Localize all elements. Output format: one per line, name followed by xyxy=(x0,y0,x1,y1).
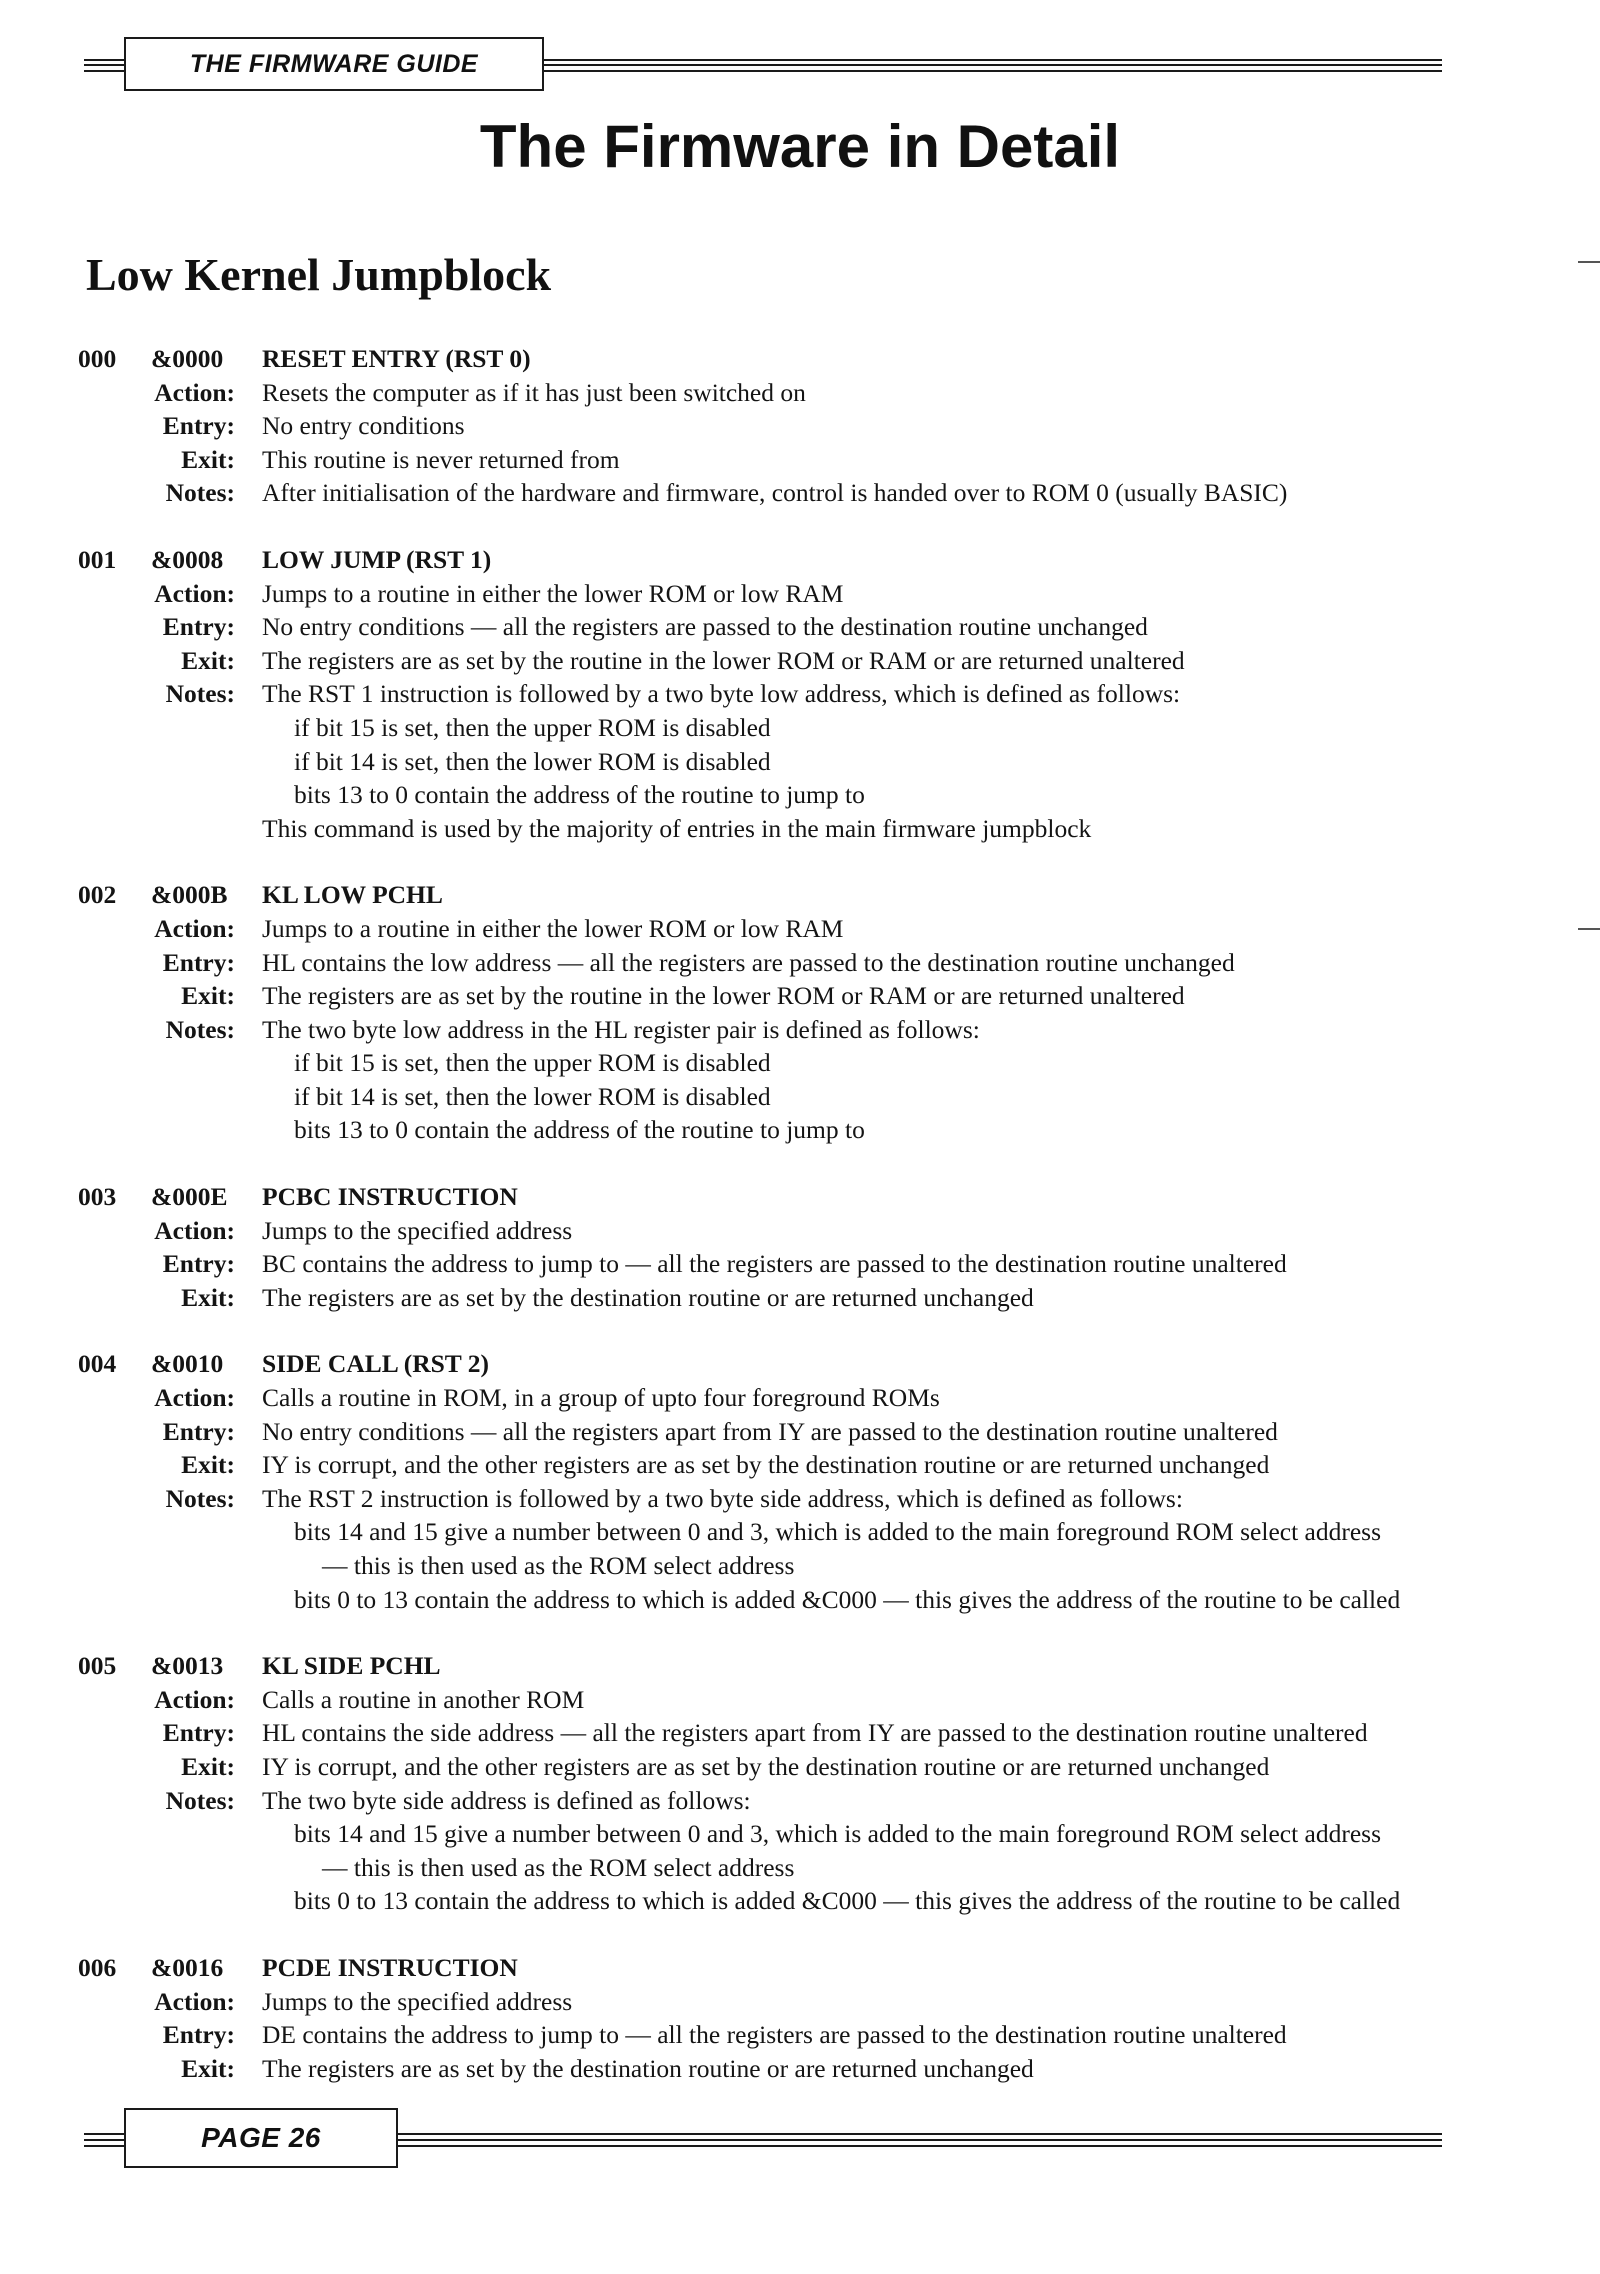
notes-list-item: bits 0 to 13 contain the address to which is added &C000 — this gives the address of the routine to be called xyxy=(294,1584,1401,1614)
exit-label: Exit: xyxy=(181,1282,235,1312)
notes-text: The RST 1 instruction is followed by a two byte low address, which is defined as follows: xyxy=(262,679,1181,709)
entry-label: Entry: xyxy=(162,612,235,642)
entry-address: &0013 xyxy=(151,1651,224,1681)
action-text: Jumps to a routine in either the lower ROM or low RAM xyxy=(262,578,844,608)
action-label: Action: xyxy=(154,913,235,943)
exit-label: Exit: xyxy=(181,2053,235,2083)
entry-title: PCBC INSTRUCTION xyxy=(262,1182,518,1212)
notes-list-continuation: — this is then used as the ROM select address xyxy=(322,1852,795,1882)
notes-list-item: bits 13 to 0 contain the address of the routine to jump to xyxy=(294,780,865,810)
entry-text: DE contains the address to jump to — all the registers are passed to the destination routine unaltered xyxy=(262,2020,1287,2050)
notes-list-item: if bit 15 is set, then the upper ROM is disabled xyxy=(294,712,771,742)
action-label: Action: xyxy=(154,377,235,407)
notes-label: Notes: xyxy=(165,679,235,709)
notes-list-item: bits 14 and 15 give a number between 0 and 3, which is added to the main foreground ROM select address xyxy=(294,1819,1382,1849)
exit-text: IY is corrupt, and the other registers are as set by the destination routine or are returned unchanged xyxy=(262,1450,1270,1480)
entry-title: SIDE CALL (RST 2) xyxy=(262,1349,489,1379)
action-label: Action: xyxy=(154,1215,235,1245)
jumpblock-entry xyxy=(0,1347,1600,1616)
entry-number: 002 xyxy=(78,880,117,910)
margin-mark xyxy=(1578,261,1600,263)
jumpblock-entries xyxy=(0,342,1600,2118)
notes-text: The RST 2 instruction is followed by a two byte side address, which is defined as follows: xyxy=(262,1483,1183,1513)
jumpblock-entry xyxy=(0,878,1600,1147)
entry-title: PCDE INSTRUCTION xyxy=(262,1952,518,1982)
notes-text: The two byte side address is defined as follows: xyxy=(262,1785,751,1815)
entry-text: HL contains the side address — all the registers apart from IY are passed to the destination routine unaltered xyxy=(262,1718,1368,1748)
entry-label: Entry: xyxy=(162,1249,235,1279)
action-text: Jumps to the specified address xyxy=(262,1215,573,1245)
header-tab-label: THE FIRMWARE GUIDE xyxy=(124,37,544,91)
entry-text: No entry conditions — all the registers are passed to the destination routine unchanged xyxy=(262,612,1148,642)
entry-text: BC contains the address to jump to — all the registers are passed to the destination routine unaltered xyxy=(262,1249,1287,1279)
notes-label: Notes: xyxy=(165,1785,235,1815)
entry-address: &000E xyxy=(151,1182,228,1212)
action-text: Jumps to a routine in either the lower ROM or low RAM xyxy=(262,913,844,943)
notes-text: The two byte low address in the HL register pair is defined as follows: xyxy=(262,1014,980,1044)
notes-list-item: bits 13 to 0 contain the address of the routine to jump to xyxy=(294,1115,865,1145)
jumpblock-entry xyxy=(0,1951,1600,2085)
action-text: Calls a routine in ROM, in a group of upto four foreground ROMs xyxy=(262,1383,940,1413)
margin-mark xyxy=(1578,928,1600,930)
exit-text: This routine is never returned from xyxy=(262,444,620,474)
entry-label: Entry: xyxy=(162,947,235,977)
entry-text: HL contains the low address — all the registers are passed to the destination routine unchanged xyxy=(262,947,1235,977)
jumpblock-entry xyxy=(0,342,1600,510)
exit-label: Exit: xyxy=(181,1751,235,1781)
jumpblock-entry xyxy=(0,543,1600,845)
footer-bar xyxy=(84,2108,1442,2164)
notes-list-item: if bit 14 is set, then the lower ROM is disabled xyxy=(294,1081,771,1111)
notes-label: Notes: xyxy=(165,478,235,508)
action-text: Calls a routine in another ROM xyxy=(262,1684,585,1714)
entry-label: Entry: xyxy=(162,411,235,441)
entry-address: &0010 xyxy=(151,1349,224,1379)
entry-title: KL LOW PCHL xyxy=(262,880,443,910)
exit-text: The registers are as set by the routine in the lower ROM or RAM or are returned unaltered xyxy=(262,981,1185,1011)
exit-label: Exit: xyxy=(181,645,235,675)
notes-list-item: bits 14 and 15 give a number between 0 and 3, which is added to the main foreground ROM select address xyxy=(294,1517,1382,1547)
section-title: Low Kernel Jumpblock xyxy=(86,249,552,300)
notes-list-item: if bit 14 is set, then the lower ROM is disabled xyxy=(294,746,771,776)
action-label: Action: xyxy=(154,578,235,608)
exit-text: IY is corrupt, and the other registers are as set by the destination routine or are returned unchanged xyxy=(262,1751,1270,1781)
entry-number: 000 xyxy=(78,344,117,373)
entry-label: Entry: xyxy=(162,2020,235,2050)
entry-text: No entry conditions — all the registers apart from IY are passed to the destination routine unaltered xyxy=(262,1416,1278,1446)
exit-text: The registers are as set by the routine in the lower ROM or RAM or are returned unaltered xyxy=(262,645,1185,675)
entry-number: 004 xyxy=(78,1349,117,1379)
exit-label: Exit: xyxy=(181,1450,235,1480)
entry-title: RESET ENTRY (RST 0) xyxy=(262,344,531,373)
page-title: The Firmware in Detail xyxy=(479,113,1121,180)
notes-list-continuation: — this is then used as the ROM select address xyxy=(322,1551,795,1580)
notes-label: Notes: xyxy=(165,1014,235,1044)
entry-number: 005 xyxy=(78,1651,117,1681)
entry-number: 001 xyxy=(78,544,117,574)
entry-label: Entry: xyxy=(162,1718,235,1748)
exit-label: Exit: xyxy=(181,444,235,474)
entry-title: LOW JUMP (RST 1) xyxy=(262,544,492,574)
action-label: Action: xyxy=(154,1383,235,1413)
entry-title: KL SIDE PCHL xyxy=(262,1651,441,1681)
header-bar xyxy=(84,37,1442,93)
notes-label: Notes: xyxy=(165,1483,235,1513)
entry-address: &0000 xyxy=(151,344,224,373)
exit-label: Exit: xyxy=(181,981,235,1011)
entry-address: &000B xyxy=(151,880,228,910)
notes-text: After initialisation of the hardware and firmware, control is handed over to ROM 0 (usually BASIC) xyxy=(262,478,1288,508)
action-label: Action: xyxy=(154,1986,235,2016)
entry-number: 003 xyxy=(78,1182,117,1212)
entry-address: &0008 xyxy=(151,544,224,574)
page-number-label: PAGE 26 xyxy=(124,2108,398,2168)
jumpblock-entry xyxy=(0,1649,1600,1918)
entry-number: 006 xyxy=(78,1952,117,1982)
notes-list-item: if bit 15 is set, then the upper ROM is disabled xyxy=(294,1048,771,1078)
exit-text: The registers are as set by the destination routine or are returned unchanged xyxy=(262,2053,1034,2083)
action-text: Jumps to the specified address xyxy=(262,1986,573,2016)
action-label: Action: xyxy=(154,1684,235,1714)
entry-address: &0016 xyxy=(151,1952,224,1982)
notes-list-item: bits 0 to 13 contain the address to which is added &C000 — this gives the address of the routine to be called xyxy=(294,1886,1401,1916)
action-text: Resets the computer as if it has just been switched on xyxy=(262,377,806,407)
jumpblock-entry xyxy=(0,1180,1600,1314)
entry-text: No entry conditions xyxy=(262,411,465,441)
exit-text: The registers are as set by the destination routine or are returned unchanged xyxy=(262,1282,1034,1312)
entry-label: Entry: xyxy=(162,1416,235,1446)
notes-extra: This command is used by the majority of entries in the main firmware jumpblock xyxy=(262,813,1092,843)
